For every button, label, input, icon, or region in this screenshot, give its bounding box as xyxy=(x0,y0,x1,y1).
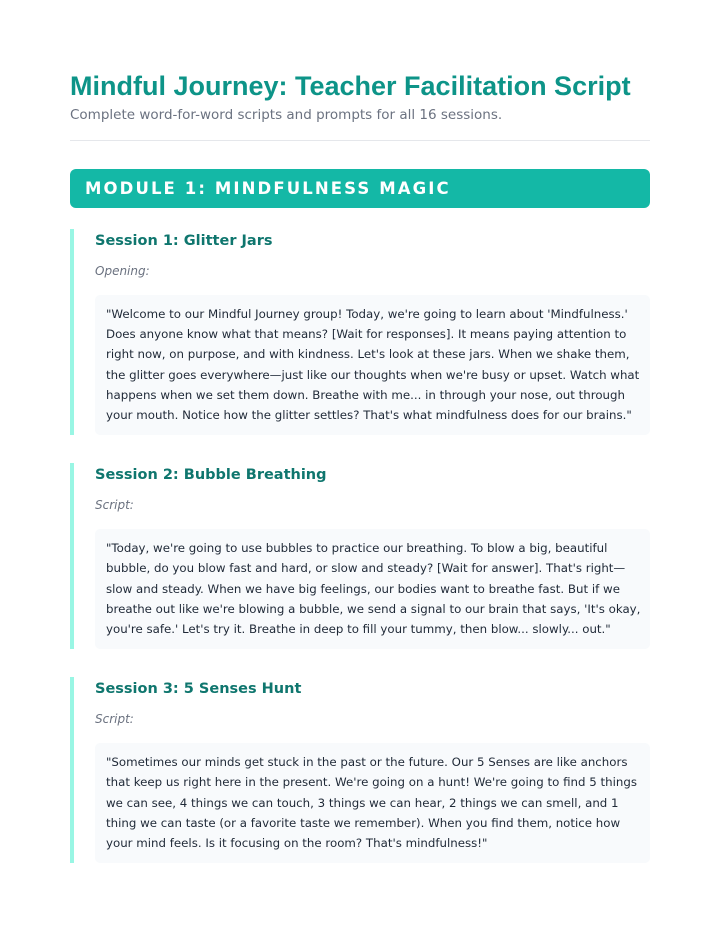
session-3 xyxy=(70,677,650,863)
module-title: MODULE 1: MINDFULNESS MAGIC xyxy=(85,179,451,198)
session-title: Session 1: Glitter Jars xyxy=(95,233,273,249)
session-1 xyxy=(70,229,650,435)
session-label: Script: xyxy=(95,498,134,513)
document-page xyxy=(70,70,650,863)
session-title: Session 3: 5 Senses Hunt xyxy=(95,681,302,698)
header-divider xyxy=(70,140,650,141)
session-label: Script: xyxy=(95,712,134,727)
document-subtitle: Complete word-for-word scripts and prompts for all 16 sessions. xyxy=(70,107,503,123)
session-script: "Sometimes our minds get stuck in the past or the future. Our 5 Senses are like anchors that keep us right here in the present. We're going on a hunt! We're going to find 5 things we can see, 4 things we can touch, 3 things we can hear, 2 things we can smell, and 1 thing we can taste (or a favorite taste we remember). When you find them, notice how your mind feels. Is it focusing on the room? That's mindfulness!" xyxy=(95,743,650,863)
session-script: "Today, we're going to use bubbles to practice our breathing. To blow a big, beautiful bubble, do you blow fast and hard, or slow and steady? [Wait for answer]. That's right—slow and steady. When we have big feelings, our bodies want to breathe fast. But if we breathe out like we're blowing a bubble, we send a signal to our brain that says, 'It's okay, you're safe.' Let's try it. Breathe in deep to fill your tummy, then blow... slowly... out." xyxy=(95,529,650,649)
session-title: Session 2: Bubble Breathing xyxy=(95,467,327,484)
module-banner xyxy=(70,169,650,208)
session-2 xyxy=(70,463,650,649)
session-script: "Welcome to our Mindful Journey group! Today, we're going to learn about 'Mindfulness.' Does anyone know what that means? [Wait for responses]. It means paying attention to right now, on purpose, and with kindness. Let's look at these jars. When we shake them, the glitter goes everywhere—just like our thoughts when we're busy or upset. Watch what happens when we set them down. Breathe with me... in through your nose, out through your mouth. Notice how the glitter settles? That's what mindfulness does for our brains." xyxy=(95,295,650,435)
session-label: Opening: xyxy=(95,264,150,278)
document-title: Mindful Journey: Teacher Facilitation Script xyxy=(70,71,631,101)
